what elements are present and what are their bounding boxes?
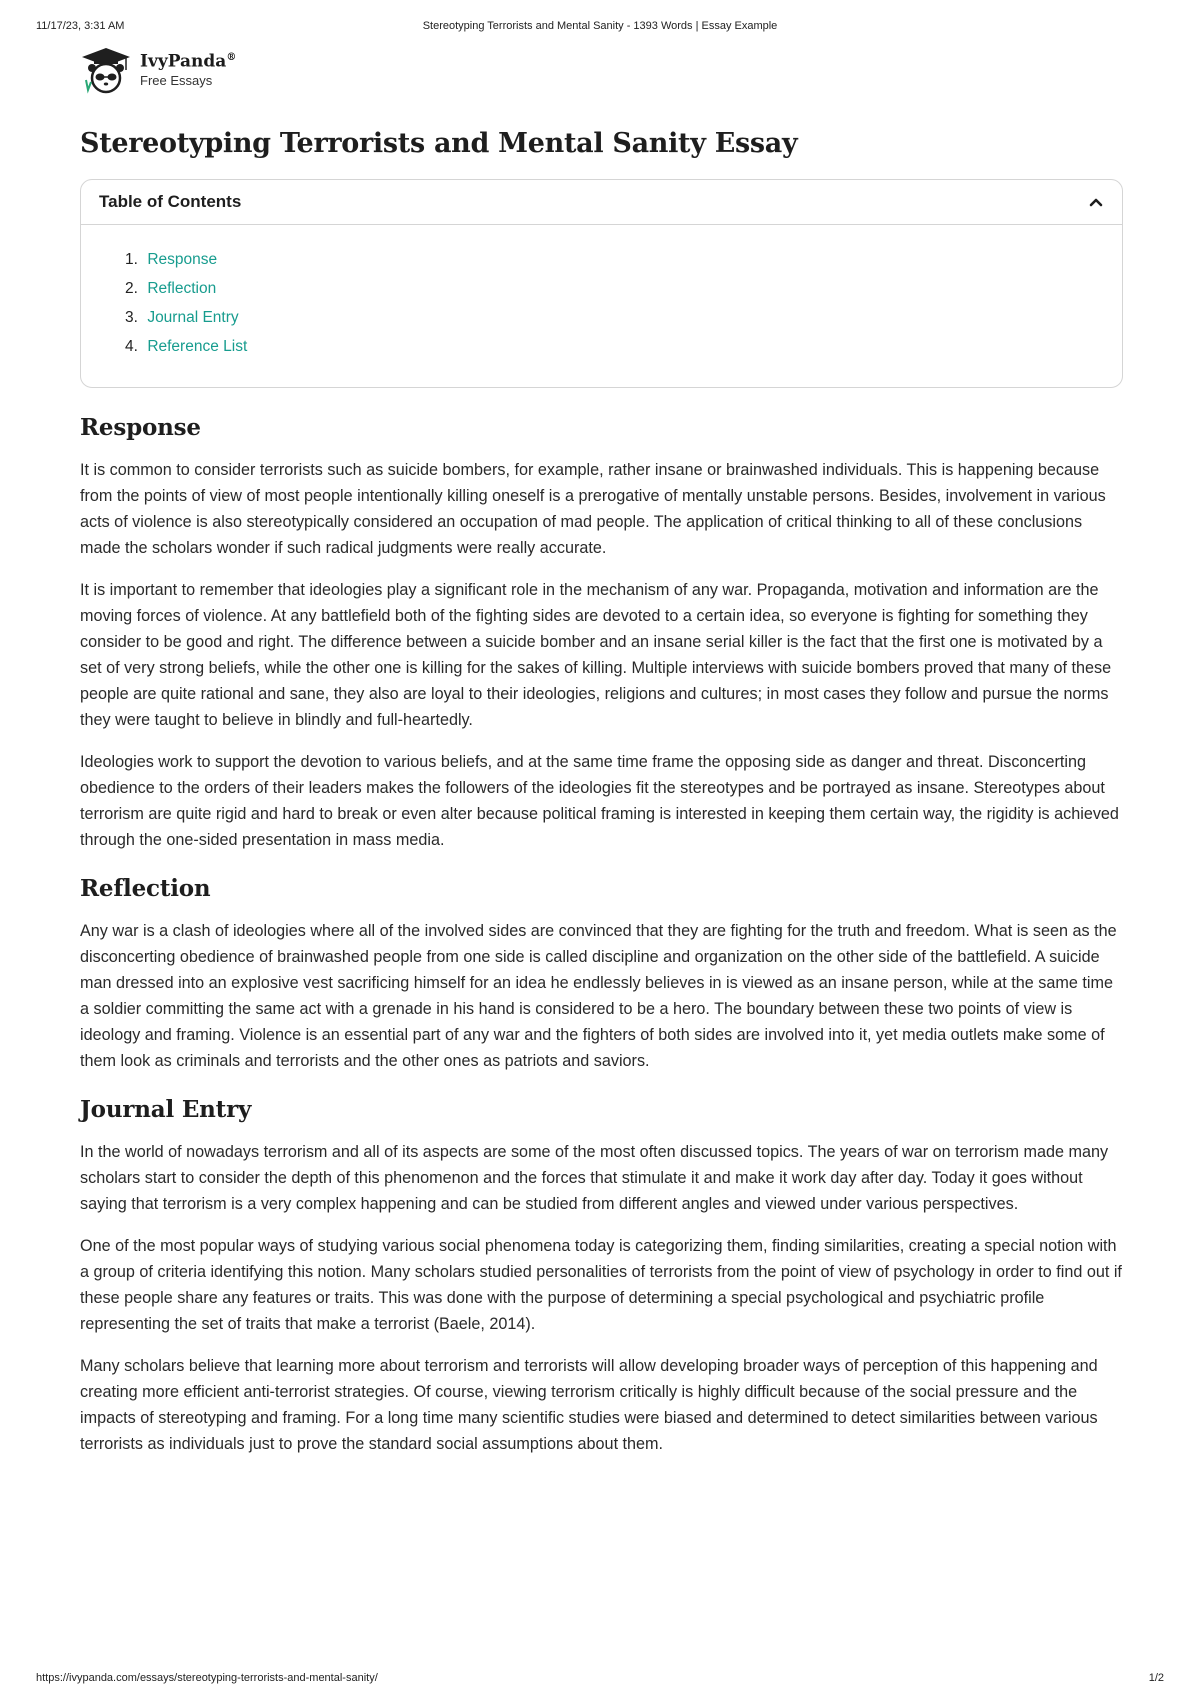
- section-journal-entry: [80, 1096, 1123, 1457]
- toc-link-journal-entry[interactable]: Journal Entry: [147, 309, 239, 326]
- section-heading: Journal Entry: [80, 1096, 252, 1123]
- toc-link-reference-list[interactable]: Reference List: [147, 338, 248, 355]
- table-of-contents: [80, 179, 1123, 388]
- print-header: [36, 20, 1164, 36]
- article: [80, 128, 1123, 1479]
- paragraph: One of the most popular ways of studying various social phenomena today is categorizing them, finding similarities, creating a special notion with a group of criteria identifying this notion. Many scholars studied personalities of terrorists from the point of view of psychology in order to find out if these people share any features or traits. This was done with the purpose of determining a special psychological and psychiatric profile representing the set of traits that make a terrorist (Baele, 2014).: [80, 1237, 1122, 1333]
- toc-link-response[interactable]: Response: [147, 251, 218, 268]
- print-timestamp: 11/17/23, 3:31 AM: [36, 20, 125, 32]
- section-heading: Response: [80, 414, 201, 441]
- toc-header[interactable]: [81, 180, 1122, 225]
- print-page-number: 1/2: [1148, 1672, 1164, 1684]
- toc-item: 4. Reference List: [125, 338, 248, 355]
- paragraph: Many scholars believe that learning more about terrorism and terrorists will allow developing broader ways of perception of this happening and creating more efficient anti-terrorist strategies. Of course, viewing terrorism critically is highly difficult because of the social pressure and the impacts of stereotyping and framing. For a long time many scientific studies were biased and determined to detect similarities between various terrorists as individuals just to prove the standard social assumptions about them.: [80, 1357, 1098, 1453]
- print-footer: [36, 1672, 1164, 1688]
- brand-tagline: Free Essays: [140, 73, 213, 89]
- toc-item: 2. Reflection: [125, 280, 217, 297]
- paragraph: It is common to consider terrorists such as suicide bombers, for example, rather insane or brainwashed individuals. This is happening because from the points of view of most people intentionally killing oneself is a prerogative of mentally unstable persons. Besides, involvement in various acts of violence is also stereotypically considered an occupation of mad people. The application of critical thinking to all of these conclusions made the scholars wonder if such radical judgments were really accurate.: [80, 461, 1106, 557]
- chevron-up-icon[interactable]: [1088, 194, 1104, 210]
- print-url: https://ivypanda.com/essays/stereotyping-terrorists-and-mental-sanity/: [36, 1672, 378, 1684]
- section-reflection: [80, 875, 1123, 1074]
- print-page-title: Stereotyping Terrorists and Mental Sanity - 1393 Words | Essay Example: [422, 20, 778, 32]
- toc-link-reflection[interactable]: Reflection: [147, 280, 217, 297]
- brand-logo[interactable]: [80, 46, 236, 94]
- toc-item: 1. Response: [125, 251, 218, 268]
- paragraph: In the world of nowadays terrorism and all of its aspects are some of the most often discussed topics. The years of war on terrorism made many scholars start to consider the depth of this phenomenon and the forces that stimulate it and make it work day after day. Today it goes without saying that terrorism is a very complex happening and can be studied from different angles and viewed under various perspectives.: [80, 1143, 1109, 1213]
- paragraph: Ideologies work to support the devotion to various beliefs, and at the same time frame the opposing side as danger and threat. Disconcerting obedience to the orders of their leaders makes the followers of the ideologies fit the stereotypes and be portrayed as insane. Stereotypes about terrorism are quite rigid and hard to break or even alter because political framing is interested in keeping them certain way, the rigidity is achieved through the one-sided presentation in mass media.: [80, 753, 1119, 849]
- toc-item: 3. Journal Entry: [125, 309, 239, 326]
- page-title: Stereotyping Terrorists and Mental Sanity Essay: [80, 128, 798, 159]
- toc-list: [81, 225, 1122, 387]
- section-heading: Reflection: [80, 875, 211, 902]
- section-response: [80, 414, 1123, 853]
- toc-title: Table of Contents: [99, 192, 242, 211]
- paragraph: It is important to remember that ideologies play a significant role in the mechanism of any war. Propaganda, motivation and information are the moving forces of violence. At any battlefield both of the fighting sides are devoted to a certain idea, so everyone is fighting for something they consider to be good and right. The difference between a suicide bomber and an insane serial killer is the fact that the first one is motivated by a set of very strong beliefs, while the other one is killing for the sakes of killing. Multiple interviews with suicide bombers proved that many of these people are quite rational and sane, they also are loyal to their ideologies, religions and cultures; in most cases they follow and pursue the norms they were taught to believe in blindly and full-heartedly.: [80, 581, 1112, 729]
- paragraph: Any war is a clash of ideologies where all of the involved sides are convinced that they are fighting for the truth and freedom. What is seen as the disconcerting obedience of brainwashed people from one side is called discipline and organization on the other side of the battlefield. A suicide man dressed into an explosive vest sacrificing himself for an idea he endlessly believes in is viewed as an insane person, while at the same time a soldier committing the same act with a grenade in his hand is considered to be a hero. The boundary between these two points of view is ideology and framing. Violence is an essential part of any war and the fighters of both sides are involved into it, yet media outlets make some of them look as criminals and terrorists and the other ones as patriots and saviors.: [80, 922, 1117, 1070]
- panda-graduate-logo-icon: [80, 46, 132, 94]
- brand-name: IvyPanda®: [140, 51, 237, 72]
